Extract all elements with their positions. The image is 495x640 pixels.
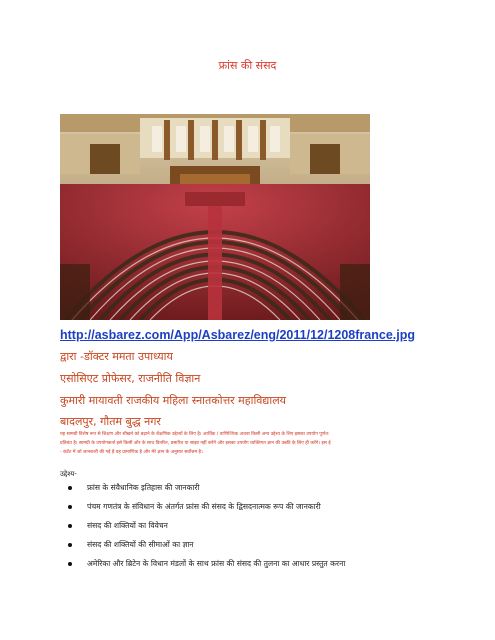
author-line-location: बादलपुर, गौतम बुद्ध नगर: [60, 415, 161, 428]
image-source-link[interactable]: http://asbarez.com/App/Asbarez/eng/2011/12/1208france.jpg: [60, 328, 415, 342]
objective-text: पंचम गणतंत्र के संविधान के अंतर्गत फ्रांस की संसद के द्विसदनात्मक रूप की जानकारी: [87, 502, 321, 511]
objectives-heading: उद्देश्य-: [60, 470, 77, 478]
page-title: फ्रांस की संसद: [218, 59, 277, 72]
objectives-list: [60, 482, 345, 577]
author-line-designation: एसोसिएट प्रोफेसर, राजनीति विज्ञान: [60, 372, 201, 385]
bullet-icon: [68, 543, 72, 547]
parliament-photo: [60, 114, 370, 320]
list-item: [60, 482, 345, 501]
disclaimer-line-1: यह सामग्री विशेष रूप से शिक्षण और सीखने को बढ़ाने के शैक्षणिक उद्देश्यों के लिए है। आर्थिक / वाणिज्यिक अथवा किसी अन्य उद्देश्य के लिए इसका उपयोग पूर्णत:: [60, 432, 330, 437]
bullet-icon: [68, 524, 72, 528]
list-item: [60, 558, 345, 577]
disclaimer-line-3: - कंटेंट में जो जानकारी की गई है वह प्रामाणिक है और मेरे ज्ञान के अनुसार सर्वोत्तम है।: [60, 450, 203, 455]
bullet-icon: [68, 505, 72, 509]
objective-text: फ्रांस के संवैधानिक इतिहास की जानकारी: [87, 483, 200, 492]
bullet-icon: [68, 486, 72, 490]
objective-text: संसद की शक्तियों की सीमाओं का ज्ञान: [87, 540, 194, 549]
author-line-name: द्वारा -डॉक्टर ममता उपाध्याय: [60, 350, 173, 363]
list-item: [60, 539, 345, 558]
objective-text: अमेरिका और ब्रिटेन के विधान मंडलों के साथ फ्रांस की संसद की तुलना का आधार प्रस्तुत करना: [87, 559, 346, 568]
list-item: [60, 520, 345, 539]
author-line-college: कुमारी मायावती राजकीय महिला स्नातकोत्तर महाविद्यालय: [60, 394, 287, 407]
parliament-chamber-illustration: [60, 114, 370, 320]
list-item: [60, 501, 345, 520]
disclaimer-line-2: प्रतिबंध है। सामग्री के उपयोगकर्ता इसे किसी और के साथ वितरित, प्रसारित या साझा नहीं करेंगे और इसका उपयोग व्यक्तिगत ज्ञान की उन्नति के लिए ही करेंगे। इस ई: [60, 441, 331, 446]
objective-text: संसद की शक्तियों का विवेचन: [87, 521, 168, 530]
bullet-icon: [68, 562, 72, 566]
